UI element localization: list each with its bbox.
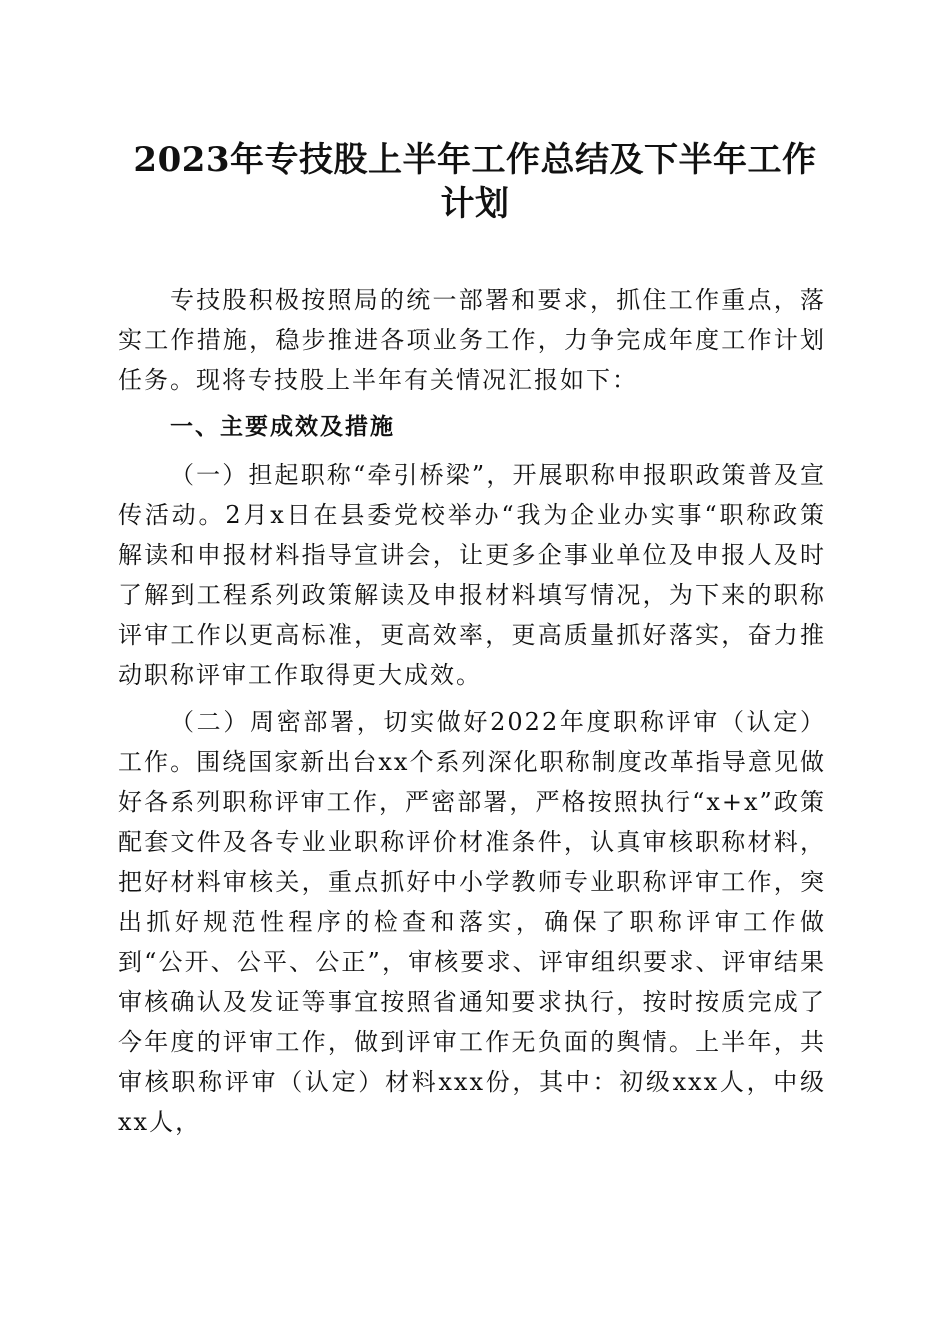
paragraph-2: （二）周密部署，切实做好2022年度职称评审（认定）工作。围绕国家新出台xx个系列深化职称制度改革指导意见做好各系列职称评审工作，严密部署，严格按照执行“x+x”政策配套文件及各专业业职称评价材准条件，认真审核职称材料，把好材料审核关，重点抓好中小学教师专业职称评审工作，突出抓好规范性程序的检查和落实，确保了职称评审工作做到“公开、公平、公正”，审核要求、评审组织要求、评审结果审核确认及发证等事宜按照省通知要求执行，按时按质完成了今年度的评审工作，做到评审工作无负面的舆情。上半年，共审核职称评审（认定）材料xxx份，其中：初级xxx人，中级xx人， (118, 708, 826, 1136)
document-body (118, 280, 826, 1142)
section-heading: 一、主要成效及措施 (170, 414, 395, 440)
document-title: 2023年专技股上半年工作总结及下半年工作计划 (133, 140, 817, 224)
paragraph-1: （一）担起职称“牵引桥梁”，开展职称申报职政策普及宣传活动。2月x日在县委党校举办“我为企业办实事“职称政策解读和申报材料指导宣讲会，让更多企事业单位及申报人及时了解到工程系列政策解读及申报材料填写情况，为下来的职称评审工作以更高标准，更高效率，更高质量抓好落实，奋力推动职称评审工作取得更大成效。 (118, 461, 826, 689)
intro-paragraph: 专技股积极按照局的统一部署和要求，抓住工作重点，落实工作措施，稳步推进各项业务工作，力争完成年度工作计划任务。现将专技股上半年有关情况汇报如下： (118, 286, 826, 394)
